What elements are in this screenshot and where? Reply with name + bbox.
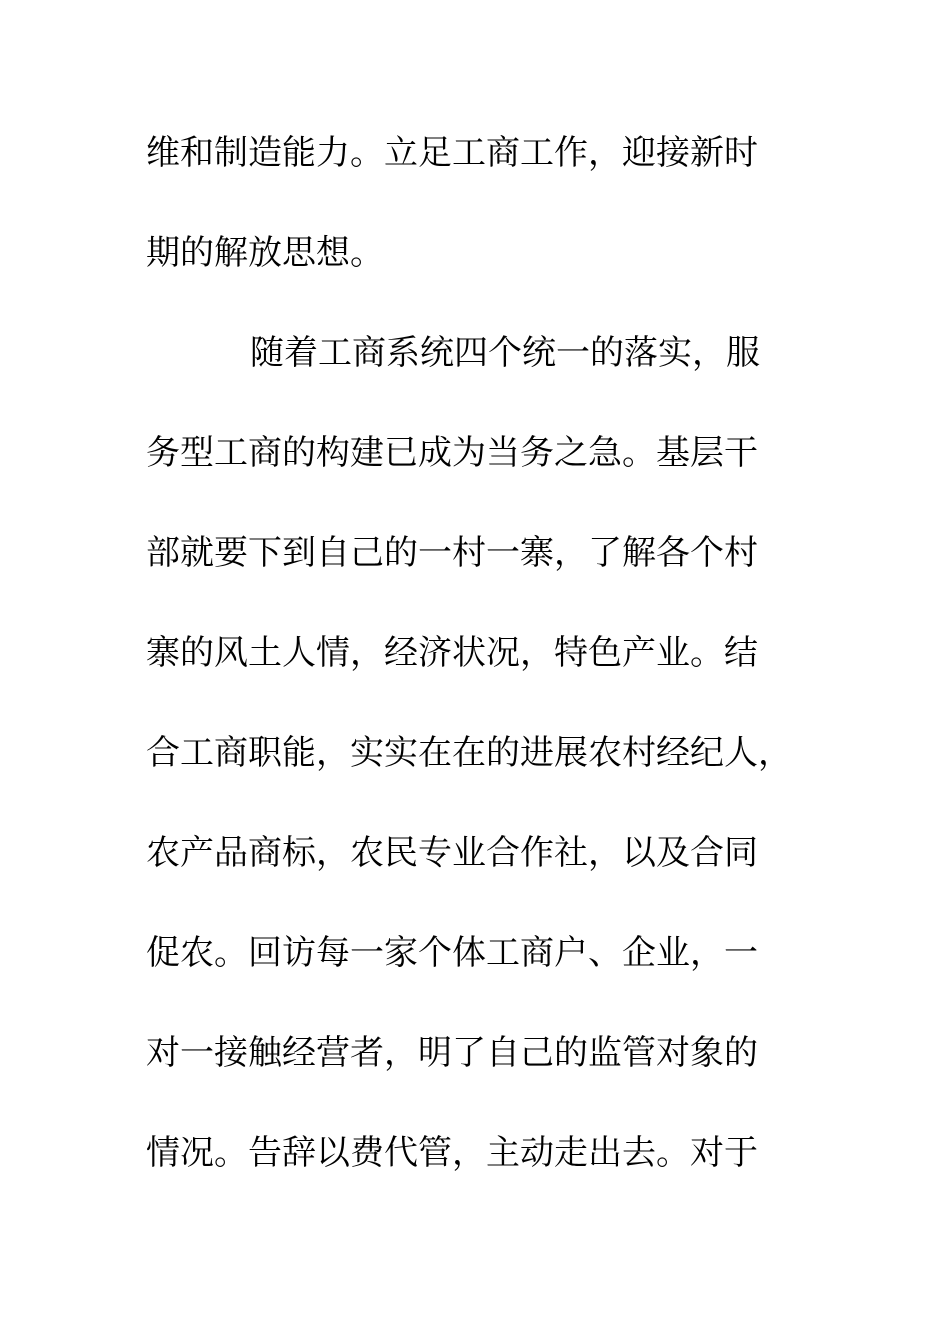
- text-line: 维和制造能力。立足工商工作，迎接新时: [146, 133, 758, 173]
- text-line: 期的解放思想。: [146, 233, 384, 273]
- text-line-indented: 随着工商系统四个统一的落实，服: [250, 333, 760, 373]
- text-line: 合工商职能，实实在在的进展农村经纪人，: [146, 733, 792, 773]
- text-line: 促农。回访每一家个体工商户、企业，一: [146, 933, 758, 973]
- text-line: 务型工商的构建已成为当务之急。基层干: [146, 433, 758, 473]
- text-line: 对一接触经营者，明了自己的监管对象的: [146, 1033, 758, 1073]
- text-line: 寨的风土人情，经济状况，特色产业。结: [146, 633, 758, 673]
- text-line: 情况。告辞以费代管，主动走出去。对于: [146, 1133, 758, 1173]
- text-line: 部就要下到自己的一村一寨，了解各个村: [146, 533, 758, 573]
- text-line: 农产品商标，农民专业合作社，以及合同: [146, 833, 758, 873]
